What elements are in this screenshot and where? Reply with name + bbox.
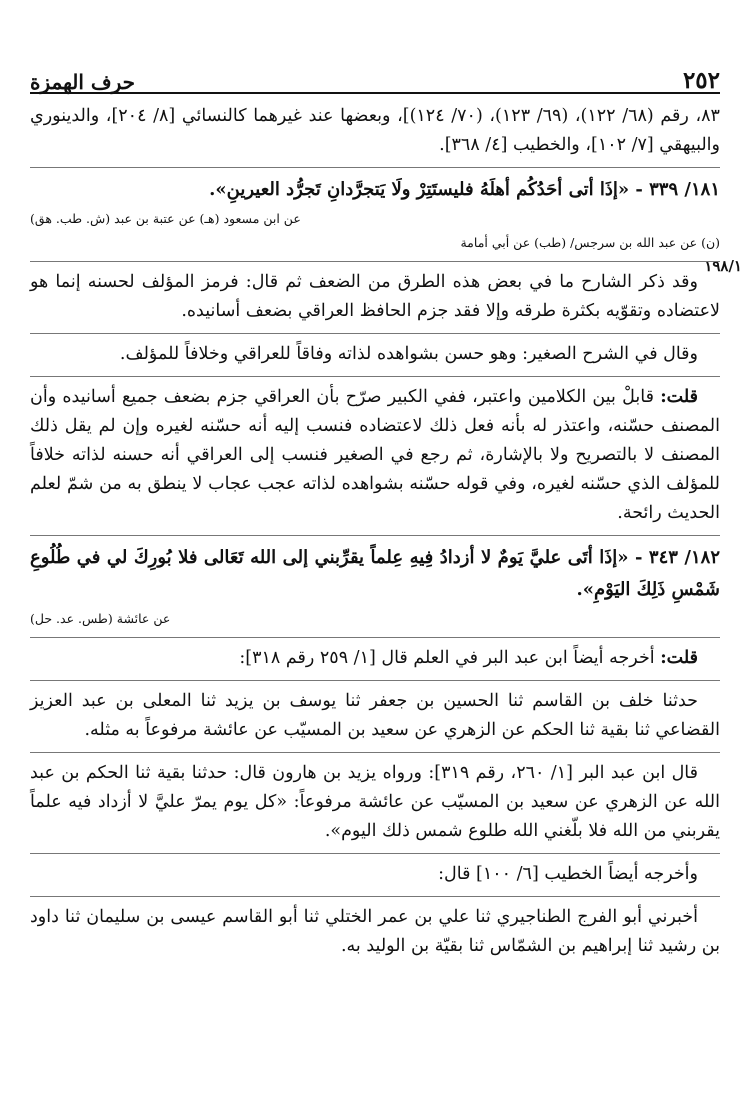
paragraph-8: وأخرجه أيضاً الخطيب [٦/ ١٠٠] قال: [438, 864, 698, 884]
paragraph-5-text: أخرجه أيضاً ابن عبد البر في العلم قال [١/ ٢٥٩ رقم ٣١٨]: [239, 648, 661, 668]
paragraph-9: أخبرني أبو الفرج الطناجيري ثنا علي بن عمر الختلي ثنا أبو القاسم عيسى بن سليمان ثنا داود بن رشيد ثنا إبراهيم بن الشمّاس ثنا بقيّة بن الوليد به. [30, 907, 720, 956]
chapter-title: حرف الهمزة [30, 70, 136, 94]
footnote-continuation [30, 96, 720, 168]
paragraph-2: وقد ذكر الشارح ما في بعض هذه الطرق من الضعف ثم قال: فرمز المؤلف لحسنه إنما هو لاعتضاده وتقوّيه بكثرة طرقه وإلا فقد جزم الحافظ العراقي بضعف أسانيده. [30, 272, 720, 321]
qult-block-2 [30, 638, 720, 681]
paragraph-5 [30, 644, 720, 673]
hadith-181-text: ١٨١/ ٣٣٩ - «إذَا أتى أحَدُكُم أهلَهُ فليستَتِرْ ولَا يَتجرَّدانِ تَجرُّد العيرينِ». [209, 179, 720, 200]
hadith-181-source-1: (ش. طب. هق) عن ابن مسعود (هـ) عن عتبة بن عبد [30, 211, 301, 226]
paragraph-4-text: قابلْ بين الكلامين واعتبر، ففي الكبير صرّح بأن العراقي جزم بضعف جميع أسانيده وأن المصنف حسّنه، واعتذر له بأنه فعل ذلك لاعتضاده فنسب إليه أنه حسّنه لغيره وإن لم يقل ذلك المصنف لا بالتصريح ولا بالإشارة، ثم رجع في الصغير فنسب إلى العراقي أنه حسنه لذاته خلافاً للمؤلف الذي حسّنه لغيره، وفي قوله حسّنه بشواهده لذاته عجب عجاب لا ينطق به من شمّ لعلم الحديث رائحة. [30, 387, 720, 523]
page-header [30, 52, 720, 94]
paragraph-7: قال ابن عبد البر [١/ ٢٦٠، رقم ٣١٩]: ورواه يزيد بن هارون قال: حدثنا بقية ثنا الحكم بن عبد الله عن الزهري عن سعيد بن المسيّب عن عائشة مرفوعاً: «كل يوم يمرّ عليَّ لا أزداد فيه علماً يقربني من الله فلا بلّغني الله طلوع شمس ذلك اليوم». [30, 763, 720, 841]
page-body [30, 96, 720, 968]
paragraph-6: حدثنا خلف بن القاسم ثنا الحسين بن جعفر ثنا يوسف بن يزيد ثنا المعلى بن عبد العزيز القضاعي ثنا بقية ثنا الحكم عن الزهري عن سعيد بن المسيّب عن عائشة مرفوعاً به مثله. [30, 691, 720, 740]
hadith-181-source-2: (ن) عن عبد الله بن سرجس/ (طب) عن أبي أمامة [460, 235, 720, 250]
isnad-block-4 [30, 897, 720, 968]
commentary-block-1 [30, 262, 720, 334]
qult-label: قلت: [660, 387, 698, 407]
hadith-182-text: ١٨٢/ ٣٤٣ - «إذَا أتَى عليَّ يَومٌ لا أزدادُ فِيهِ عِلماً يقرِّبني إلى الله تَعَالى فلا بُورِكَ لي في طُلُوعِ شَمْسِ ذَلِكَ اليَوْمِ». [30, 547, 720, 600]
page-number: ٢٥٢ [682, 67, 720, 94]
qult-block-1 [30, 377, 720, 536]
isnad-block-2 [30, 753, 720, 854]
hadith-181-block [30, 168, 720, 262]
header-rule [30, 92, 720, 94]
margin-reference: ١٩٨/١ [704, 257, 742, 275]
hadith-182-source: (طس. عد. حل) عن عائشة [30, 611, 171, 626]
paragraph-4 [30, 383, 720, 528]
paragraph-1: ٨٣، رقم (٦٨/ ١٢٢)، (٦٩/ ١٢٣)، (٧٠/ ١٢٤)]، وبعضها عند غيرهما كالنسائي [٨/ ٢٠٤]، والدينوري والبيهقي [٧/ ١٠٢]، والخطيب [٤/ ٣٦٨]. [30, 106, 720, 155]
isnad-block-1 [30, 681, 720, 753]
commentary-block-2 [30, 334, 720, 377]
qult-label: قلت: [660, 648, 698, 668]
isnad-block-3 [30, 854, 720, 897]
paragraph-3: وقال في الشرح الصغير: وهو حسن بشواهده لذاته وفاقاً للعراقي وخلافاً للمؤلف. [119, 344, 698, 364]
hadith-182-block [30, 536, 720, 638]
